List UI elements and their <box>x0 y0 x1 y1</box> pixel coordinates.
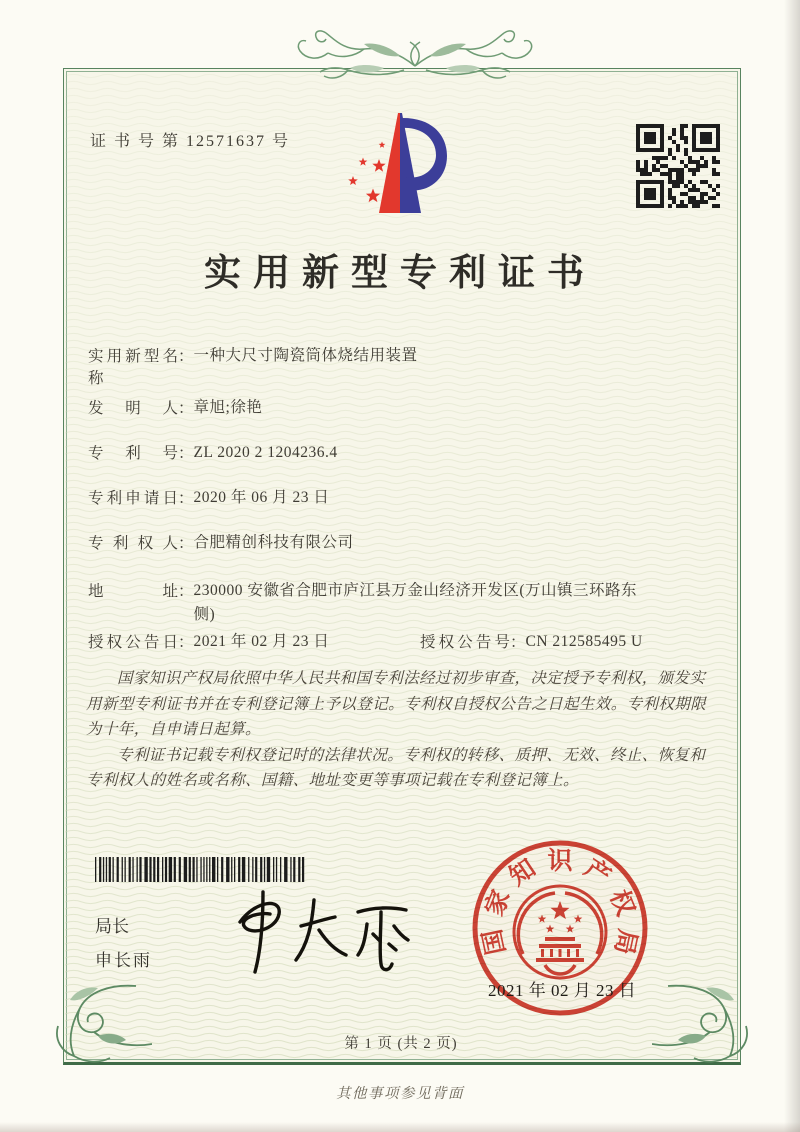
field-label: 专利申请日 <box>88 490 178 507</box>
field-value: 章旭;徐艳 <box>193 399 263 416</box>
certificate-number: 证 书 号 第 12571637 号 <box>90 133 291 150</box>
certificate-title: 实用新型专利证书 <box>204 253 596 294</box>
scan-shadow-right <box>784 0 800 1132</box>
field-inventors <box>88 396 728 420</box>
svg-text:识: 识 <box>547 848 573 875</box>
director-name: 申长雨 <box>95 951 152 970</box>
director-signature-handwriting <box>222 878 417 986</box>
director-title: 局长 <box>95 917 129 936</box>
field-colon: ： <box>178 535 194 552</box>
svg-text:权: 权 <box>604 886 639 920</box>
field-value: 合肥精创科技有限公司 <box>193 534 354 551</box>
field-colon: ： <box>178 400 194 417</box>
field-colon: ： <box>178 490 194 507</box>
top-center-flourish-ornament <box>276 26 554 86</box>
seal-date: 2021 年 02 月 23 日 <box>488 981 637 1000</box>
field-filing-date <box>88 486 728 510</box>
svg-text:国: 国 <box>479 926 511 957</box>
field-patent-number <box>88 441 728 465</box>
field-value: 230000 安徽省合肥市庐江县万金山经济开发区(万山镇三环路东侧) <box>193 582 638 623</box>
field-colon: ： <box>178 634 194 651</box>
back-side-note: 其他事项参见背面 <box>336 1086 464 1102</box>
legal-text-block <box>86 666 718 794</box>
svg-text:知: 知 <box>504 854 541 892</box>
legal-paragraph-2: 专利证书记载专利权登记时的法律状况。专利权的转移、质押、无效、终止、恢复和专利权人的姓名或名称、国籍、地址变更等事项记载在专利登记簿上。 <box>86 746 706 789</box>
field-utility-model-name <box>88 344 728 388</box>
field-colon: ： <box>510 634 526 651</box>
field-label: 授权公告号 <box>420 634 510 651</box>
field-colon: ： <box>178 348 194 365</box>
bottom-left-corner-ornament <box>40 980 152 1068</box>
field-value: 2020 年 06 月 23 日 <box>193 489 330 506</box>
field-label: 实用新型名称 <box>88 348 178 387</box>
page-number: 第 1 页 (共 2 页) <box>344 1036 458 1052</box>
field-colon: ： <box>178 583 194 600</box>
field-value: 一种大尺寸陶瓷筒体烧结用装置 <box>193 347 418 364</box>
bottom-right-corner-ornament <box>652 980 764 1068</box>
field-patentee <box>88 531 728 555</box>
svg-text:家: 家 <box>481 886 516 920</box>
field-grant-row <box>88 630 728 654</box>
scan-shadow-bottom <box>0 1122 800 1132</box>
field-label: 专利号 <box>88 445 178 462</box>
field-label: 专利权人 <box>88 535 178 552</box>
field-colon: ： <box>178 445 194 462</box>
field-value: CN 212585495 U <box>525 633 643 650</box>
svg-text:局: 局 <box>609 926 641 957</box>
cnipa-logo-icon <box>345 110 450 216</box>
field-value: ZL 2020 2 1204236.4 <box>193 444 338 461</box>
svg-text:产: 产 <box>579 854 616 892</box>
field-label: 发明人 <box>88 400 178 417</box>
field-address <box>88 579 728 627</box>
field-value: 2021 年 02 月 23 日 <box>193 633 330 650</box>
legal-paragraph-1: 国家知识产权局依照中华人民共和国专利法经过初步审查，决定授予专利权，颁发实用新型专利证书并在专利登记簿上予以登记。专利权自授权公告之日起生效。专利权期限为十年，自申请日起算。 <box>86 670 707 738</box>
qr-code <box>636 124 720 208</box>
field-label: 地址 <box>88 583 178 600</box>
field-label: 授权公告日 <box>88 634 178 651</box>
